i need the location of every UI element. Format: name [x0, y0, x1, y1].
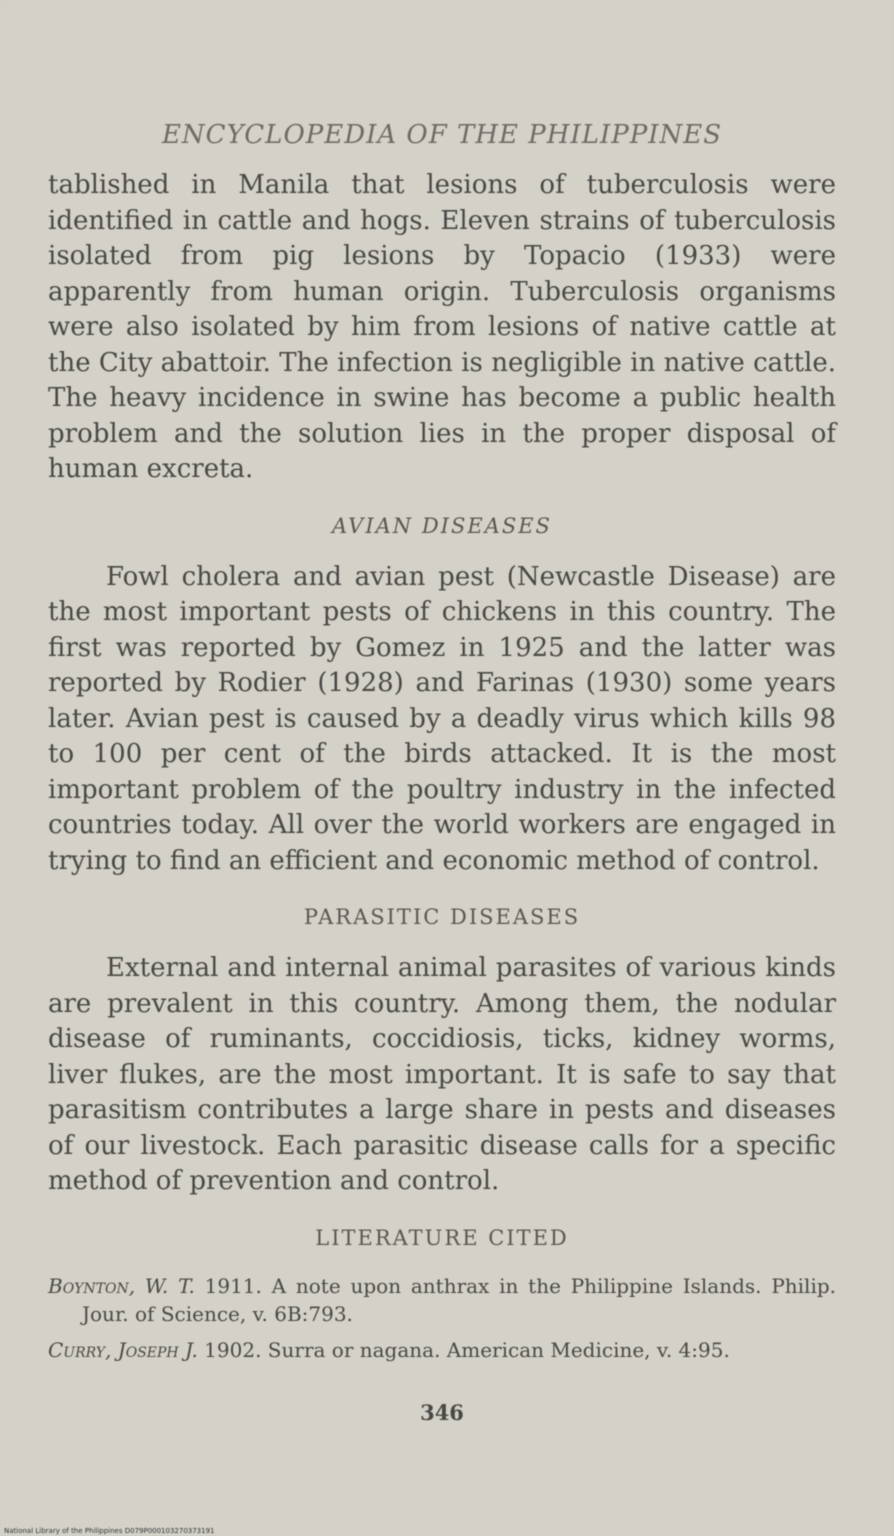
tuberculosis-paragraph: tablished in Manila that lesions of tuberculosis were identified in cattle and hogs. Eleven strains of tuberculosis isolated from pig lesions by Topacio (1933) were apparently from human origin. Tuberculosis organisms were also isolated by him from lesions of native cattle at the City abattoir. The infection is negligible in native cattle. The heavy incidence in swine has become a public health problem and the solution lies in the proper disposal of human excreta.: [48, 170, 836, 484]
reference-author: Boynton, W. T.: [48, 1273, 195, 1298]
parasitic-diseases-paragraph: External and internal animal parasites of various kinds are prevalent in this country. Among them, the nodular disease of ruminants, coccidiosis, ticks, kidney worms, liver flukes, are the most important. It is safe to say that parasitism contributes a large share in pests and diseases of our livestock. Each parasitic disease calls for a specific method of prevention and control.: [48, 953, 836, 1196]
literature-cited-heading: LITERATURE CITED: [315, 1225, 569, 1250]
running-head: ENCYCLOPEDIA OF THE PHILIPPINES: [161, 120, 723, 150]
avian-diseases-paragraph: Fowl cholera and avian pest (Newcastle Disease) are the most important pests of chickens in this country. The first was reported by Gomez in 1925 and the latter was reported by Rodier (1928) and Farinas (1930) some years later. Avian pest is caused by a deadly virus which kills 98 to 100 per cent of the birds attacked. It is the most important problem of the poultry industry in the infected countries today. All over the world workers are engaged in trying to find an efficient and economic method of control.: [48, 561, 836, 876]
page-number: 346: [420, 1399, 464, 1425]
reference-details: 1902. Surra or nagana. American Medicine, v. 4:95.: [197, 1337, 730, 1362]
reference-list: [48, 1272, 836, 1364]
parasitic-diseases-heading: PARASITIC DISEASES: [303, 905, 581, 929]
reference-item: [48, 1336, 836, 1364]
reference-author: Curry, Joseph J.: [48, 1337, 198, 1362]
scan-footer: National Library of the Philippines D079P000103270373191: [4, 1527, 215, 1535]
reference-item: [48, 1272, 836, 1328]
avian-diseases-heading: AVIAN DISEASES: [332, 513, 552, 538]
reference-details: 1911. A note upon anthrax in the Philippine Islands. Philip. Jour. of Science, v. 6B:793.: [82, 1273, 837, 1326]
